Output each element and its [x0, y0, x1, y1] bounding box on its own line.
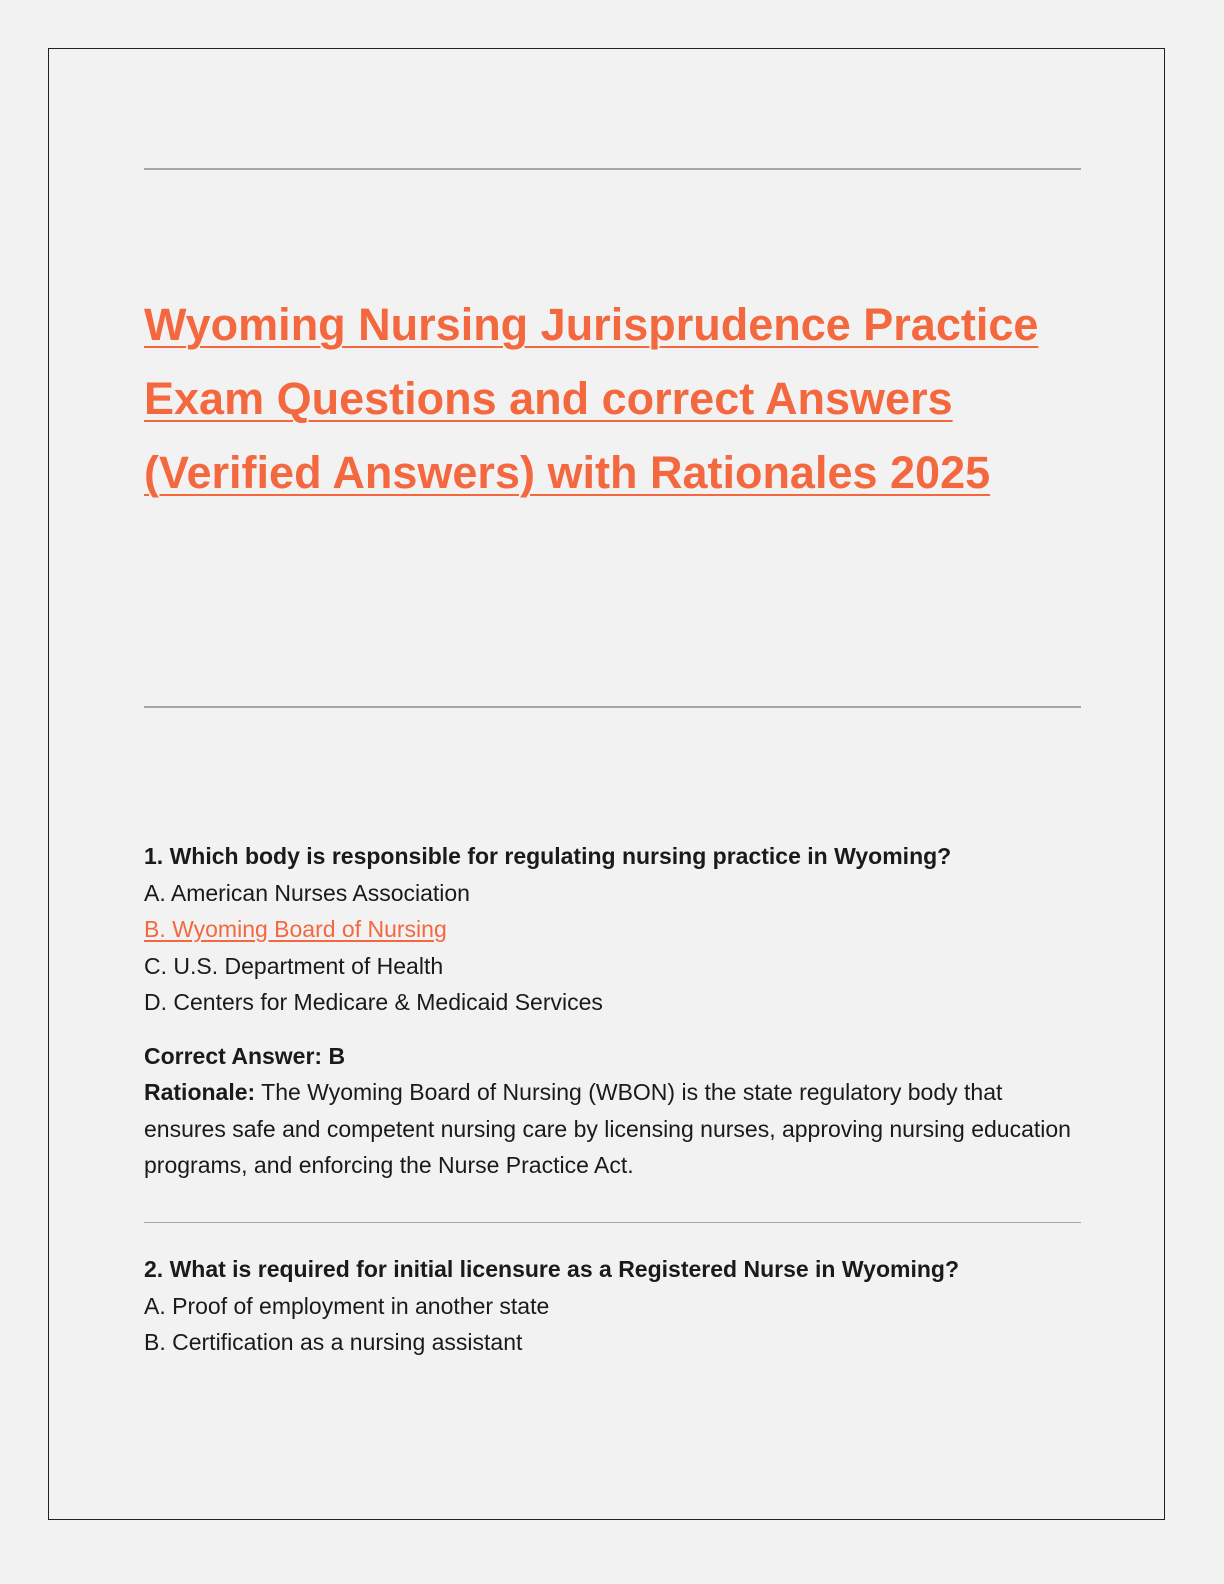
top-divider: [144, 168, 1081, 170]
question-1-option-b-correct: B. Wyoming Board of Nursing: [144, 916, 447, 942]
question-1-correct-answer: Correct Answer: B: [144, 1042, 346, 1069]
question-2-option-a: A. Proof of employment in another state: [144, 1292, 550, 1319]
question-1-option-d: D. Centers for Medicare & Medicaid Services: [144, 989, 603, 1015]
title-divider: [144, 706, 1081, 708]
document-title: Wyoming Nursing Jurisprudence Practice Exam Questions and correct Answers (Verified Answers) with Rationales 2025: [144, 299, 1039, 498]
question-2-option-b: B. Certification as a nursing assistant: [144, 1329, 523, 1355]
question-1-option-c: C. U.S. Department of Health: [144, 952, 444, 979]
question-2: [144, 1251, 1084, 1361]
question-2-prompt: 2. What is required for initial licensure as a Registered Nurse in Wyoming?: [144, 1256, 959, 1282]
question-separator: [144, 1222, 1081, 1223]
question-1-option-a: A. American Nurses Association: [144, 879, 470, 906]
question-1-rationale: [144, 1074, 1084, 1184]
question-1-prompt: 1. Which body is responsible for regulating nursing practice in Wyoming?: [144, 843, 952, 869]
rationale-text: The Wyoming Board of Nursing (WBON) is the state regulatory body that ensures safe and competent nursing care by licensing nurses, approving nursing education programs, and enforcing the Nurse Practice Act.: [144, 1079, 1071, 1178]
question-1-answer-block: [144, 1038, 1084, 1184]
rationale-label: Rationale:: [144, 1079, 256, 1105]
question-1: [144, 838, 1084, 1184]
